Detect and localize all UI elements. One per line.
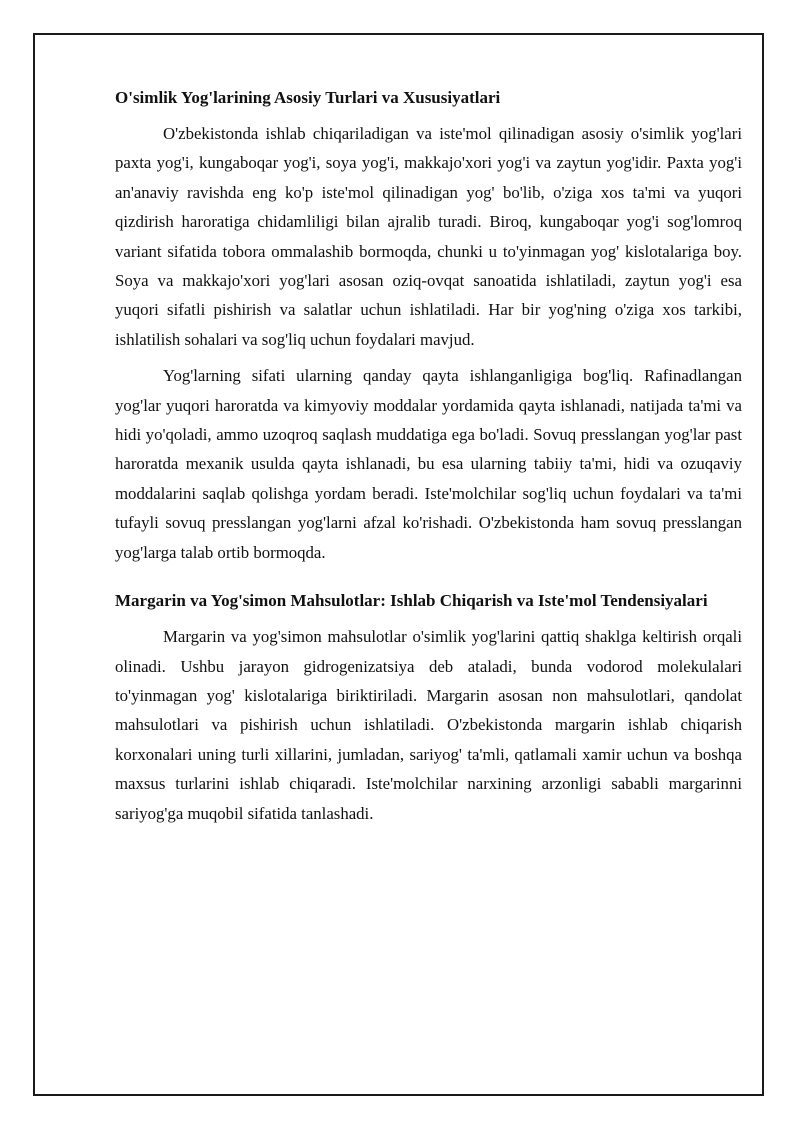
paragraph-oil-processing: Yog'larning sifati ularning qanday qayta ishlanganligiga bog'liq. Rafinadlangan yog'lar yuqori haroratda va kimyoviy moddalar yordamida qayta ishlanadi, natijada ta'mi va hidi yo'qoladi, ammo uzoqroq saqlash muddatiga ega bo'ladi. Sovuq presslangan yog'lar past haroratda mexanik usulda qayta ishlanadi, bu esa ularning tabiiy ta'mi, hidi va ozuqaviy moddalarini saqlab qolishga yordam beradi. Iste'molchilar sog'liq uchun foydalari va ta'mi tufayli sovuq presslangan yog'larni afzal ko'rishadi. O'zbekistonda ham sovuq presslangan yog'larga talab ortib bormoqda. bbox=[115, 366, 742, 562]
paragraph-margarine: Margarin va yog'simon mahsulotlar o'simlik yog'larini qattiq shaklga keltirish orqali olinadi. Ushbu jarayon gidrogenizatsiya deb ataladi, bunda vodorod molekulalari to'yinmagan yog' kislotalariga biriktiriladi. Margarin asosan non mahsulotlari, qandolat mahsulotlari va pishirish uchun ishlatiladi. O'zbekistonda margarin ishlab chiqarish korxonalari uning turli xillarini, jumladan, sariyog' ta'mli, qatlamali xamir uchun va boshqa maxsus turlarini ishlab chiqaradi. Iste'molchilar narxining arzonligi sababli margarinni sariyog'ga muqobil sifatida tanlashadi. bbox=[115, 627, 742, 823]
section-heading-plant-oils: O'simlik Yog'larining Asosiy Turlari va Xususiyatlari bbox=[115, 88, 501, 107]
document-body bbox=[115, 86, 742, 835]
paragraph-oil-types: O'zbekistonda ishlab chiqariladigan va iste'mol qilinadigan asosiy o'simlik yog'lari paxta yog'i, kungaboqar yog'i, soya yog'i, makkajo'xori yog'i va zaytun yog'idir. Paxta yog'i an'anaviy ravishda eng ko'p iste'mol qilinadigan yog' bo'lib, o'ziga xos ta'mi va yuqori qizdirish haroratiga chidamliligi bilan ajralib turadi. Biroq, kungaboqar yog'i sog'lomroq variant sifatida tobora ommalashib bormoqda, chunki u to'yinmagan yog' kislotalariga boy. Soya va makkajo'xori yog'lari asosan oziq-ovqat sanoatida ishlatiladi, zaytun yog'i esa yuqori sifatli pishirish va salatlar uchun ishlatiladi. Har bir yog'ning o'ziga xos tarkibi, ishlatilish sohalari va sog'liq uchun foydalari mavjud. bbox=[115, 124, 742, 349]
section-heading-margarine: Margarin va Yog'simon Mahsulotlar: Ishlab Chiqarish va Iste'mol Tendensiyalari bbox=[115, 591, 708, 611]
